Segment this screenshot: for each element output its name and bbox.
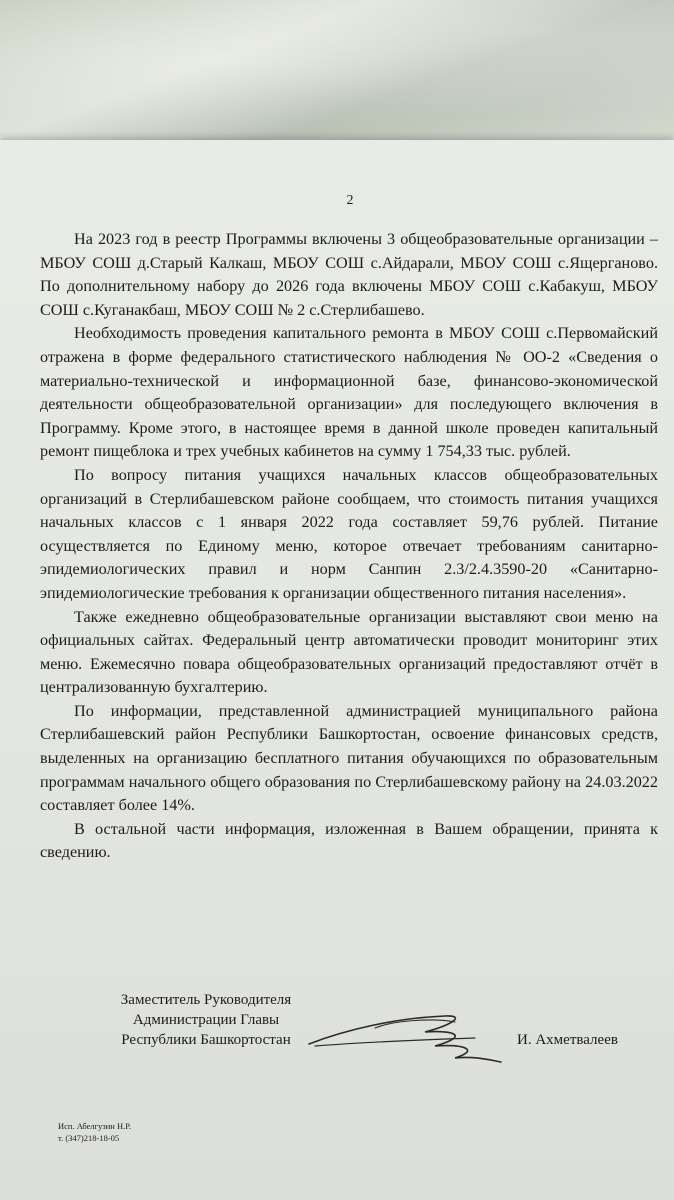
paragraph: Необходимость проведения капитального ремонта в МБОУ СОШ с.Первомайский отражена в форме федерального статистического наблюдения № ОО-2 «Сведения о материально-технической и информационной базе, финансово-экономической деятельности общеобразовательной организации» для последующего включения в Программу. Кроме этого, в настоящее время в данной школе проведен капитальный ремонт пищеблока и трех учебных кабинетов на сумму 1 754,33 тыс. рублей. [40,324,658,461]
paragraph: На 2023 год в реестр Программы включены 3 общеобразовательные организации – МБОУ СОШ д.Старый Калкаш, МБОУ СОШ с.Айдарали, МБОУ СОШ с.Ящерганово. По дополнительному набору до 2026 года включены МБОУ СОШ с.Кабакуш, МБОУ СОШ с.Куганакбаш, МБОУ СОШ № 2 с.Стерлибашево. [40,230,658,319]
paragraph: Также ежедневно общеобразовательные организации выставляют свои меню на официальных сайтах. Федеральный центр автоматически проводит мониторинг этих меню. Ежемесячно повара общеобразовательных организаций предоставляют отчёт в централизованную бухгалтерию. [40,607,658,697]
paragraph: По информации, представленной администрацией муниципального района Стерлибашевский район Республики Башкортостан, освоение финансовых средств, выделенных на организацию бесплатного питания обучающихся по образовательным программам начального общего образования по Стерлибашевскому району на 24.03.2022 составляет более 14%. [40,701,658,815]
signatory-title-line: Администрации Главы [132,1012,280,1028]
signer-name: И. Ахметвалеев [517,1032,618,1048]
handwritten-signature [305,1010,505,1070]
executor-info [58,1120,131,1144]
letter-body [40,228,658,865]
signatory-title-line: Республики Башкортостан [121,1032,291,1048]
page-number: 2 [346,193,354,208]
signatory-title [100,990,312,1050]
paragraph: По вопросу питания учащихся начальных классов общеобразовательных организаций в Стерлибашевском районе сообщаем, что стоимость питания учащихся начальных классов с 1 января 2022 года составляет 59,76 рублей. Питание осуществляется по Единому меню, которое отвечает требованиям санитарно-эпидемиологических правил и норм Санпин 2.3/2.4.3590-20 «Санитарно-эпидемиологические требования к организации общественного питания населения». [40,465,658,602]
signatory-title-line: Заместитель Руководителя [120,992,292,1008]
executor-phone: т. (347)218-18-05 [58,1133,120,1143]
executor-name: Исп. Абелгузин Н.Р. [58,1121,132,1131]
paragraph: В остальной части информация, изложенная в Вашем обращении, принята к сведению. [40,819,658,862]
